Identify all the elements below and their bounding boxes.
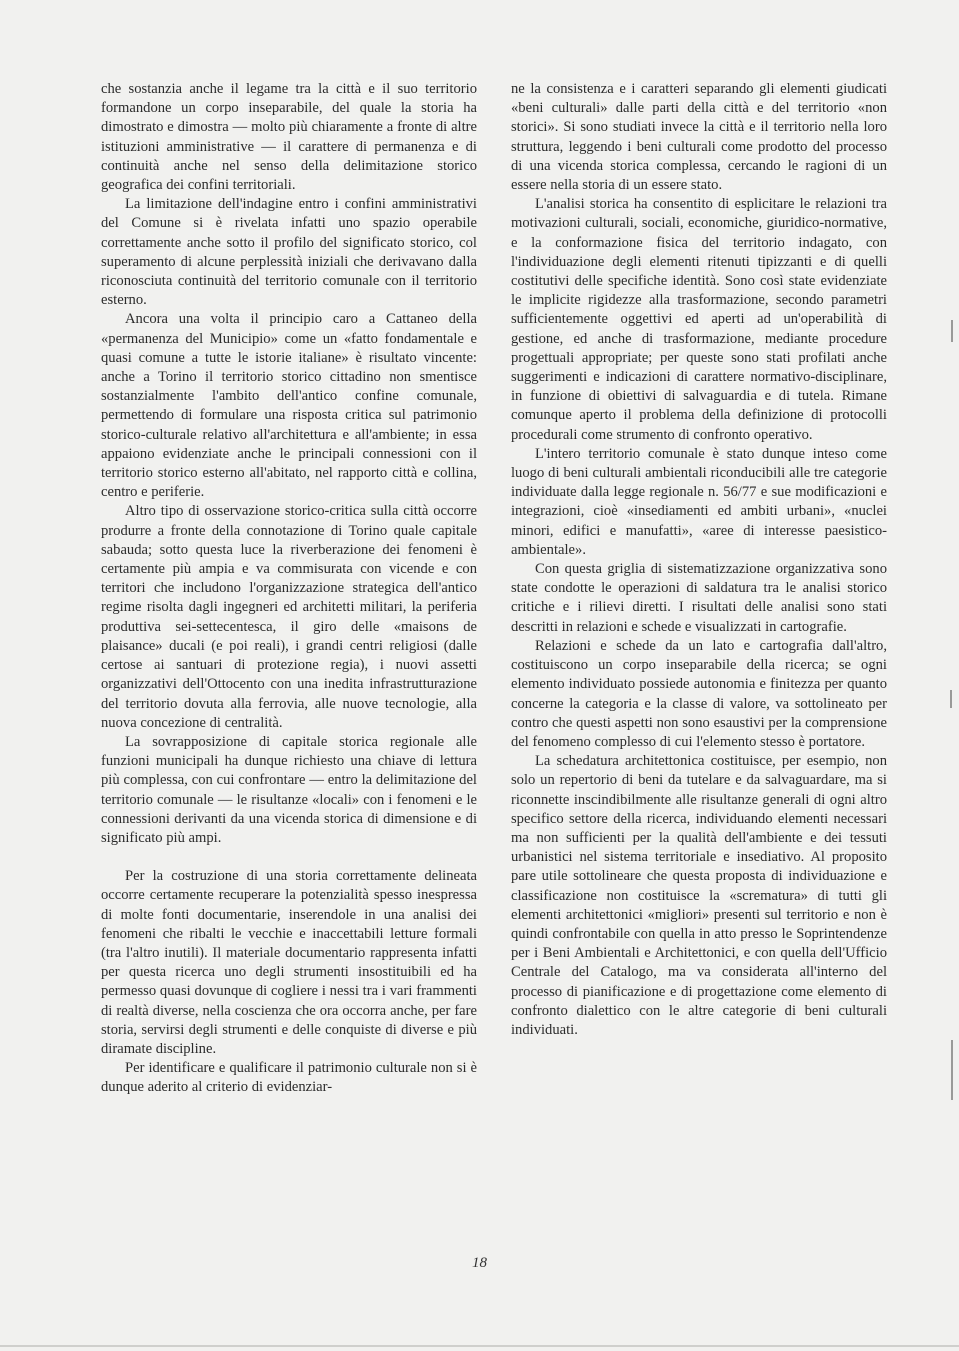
right-paragraph-1: ne la consistenza e i caratteri separando gli elementi giudicati «beni culturali» dalle parti della città e del territorio «non storici». Si sono studiati invece la città e il territorio nella loro struttura, leggendo i beni culturali come prodotto del processo di una vicenda storica complessa, cercando le ragioni di un essere nella storia di un essere stato. bbox=[511, 81, 887, 194]
left-column bbox=[101, 80, 477, 1098]
left-paragraph-6: Per la costruzione di una storia correttamente delineata occorre certamente recuperare la potenzialità spesso inespressa di molte fonti documentarie, inserendole in una analisi dei fenomeni che ribalti le vecchie e inaccettabili letture formali (tra l'altro inutili). Il materiale documentario rappresenta infatti per questa ricerca uno degli strumenti insostituibili ed ha permesso quasi dovunque di cogliere i nessi tra i vari frammenti di realtà diverse, nella coscienza che ora occorra anche, per fare storia, servirsi degli strumenti e delle conquiste di diverse e più diramate discipline. bbox=[101, 868, 477, 1057]
right-paragraph-6: La schedatura architettonica costituisce, per esempio, non solo un repertorio di beni da tutelare e da salvaguardare, ma si riconnette inscindibilmente alle risultanze generali di ogni altro specifico settore della ricerca, individuando elementi necessari ma non sufficienti per la qualità dell'ambiente e dei tessuti urbanistici nel sistema territoriale e insediativo. Al proposito pare utile sottolineare che questa proposta di individuazione e classificazione non costituisce la «scrematura» di tutti gli elementi architettonici «migliori» presenti sul territorio e non è quindi confrontabile con quella in atto presso le Soprintendenze per i Beni Ambientali e Architettonici, e con quella dell'Ufficio Centrale del Catalogo, ma va considerata all'interno del processo di pianificazione e di progettazione come elemento di confronto dialettico con le altre categorie di beni culturali individuati. bbox=[511, 753, 887, 1038]
scan-bottom-edge bbox=[0, 1345, 959, 1347]
right-column bbox=[511, 80, 887, 1040]
scan-edge-mark bbox=[951, 320, 953, 342]
scan-edge-mark bbox=[950, 690, 952, 708]
left-paragraph-7: Per identificare e qualificare il patrimonio culturale non si è dunque aderito al criterio di evidenziar- bbox=[101, 1060, 477, 1096]
right-paragraph-3: L'intero territorio comunale è stato dunque inteso come luogo di beni culturali ambientali riconducibili alle tre categorie individuate dalla legge regionale n. 56/77 e sue modificazioni e integrazioni, cioè «insediamenti ed ambiti urbani», «nuclei minori, edifici e manufatti», «aree di interesse paesistico-ambientale». bbox=[511, 445, 887, 558]
left-paragraph-5: La sovrapposizione di capitale storica regionale alle funzioni municipali ha dunque richiesto una chiave di lettura più complessa, con cui confrontare — entro la delimitazione del territorio comunale — le risultanze «locali» con i fenomeni e le connessioni derivanti da una vicenda storica di dimensione e di significato più ampi. bbox=[101, 733, 477, 846]
right-paragraph-4: Con questa griglia di sistematizzazione organizzativa sono state condotte le operazioni di saldatura tra le analisi storico critiche e i rilievi diretti. I risultati delle analisi sono stati descritti in relazioni e schede e visualizzati in cartografie. bbox=[511, 561, 887, 635]
left-paragraph-3: Ancora una volta il principio caro a Cattaneo della «permanenza del Municipio» come un «fatto fondamentale e quasi comune a tutte le istorie italiane» è risultato vincente: anche a Torino il territorio storico cittadino non smentisce sostanzialmente l'ambito dell'antico confine comunale, permettendo di formulare una risposta critica sul patrimonio storico-culturale relativo all'architettura e all'ambiente; in essa appaiono evidenziate anche le principali connessioni con il territorio storico esterno all'abitato, nel rapporto città e collina, centro e periferie. bbox=[101, 311, 477, 501]
right-paragraph-2: L'analisi storica ha consentito di esplicitare le relazioni tra motivazioni culturali, sociali, economiche, giuridico-normative, e la conformazione fisica del territorio indagato, con l'individuazione degli elementi ritenuti tipizzanti e di quelli costitutivi delle specifiche identità. Sono così state evidenziate le implicite rigidezze alla trasformazione, secondo parametri sufficientemente oggettivi ed aperti ad un'operabilità di gestione, ed anche di trasformazione, mediante procedure progettuali appropriate; per queste sono stati profilati anche suggerimenti e indicazioni di carattere normativo-disciplinare, in funzione di obiettivi di salvaguardia e di tutela. Rimane comunque aperto il problema della definizione di protocolli procedurali come strumento di confronto operativo. bbox=[511, 196, 887, 443]
right-paragraph-5: Relazioni e schede da un lato e cartografia dall'altro, costituiscono un corpo inseparabile della ricerca; se ogni elemento individuato possiede autonomia e finitezza per quanto concerne la categoria e la classe di valore, va sottolineato per contro che questi aspetti non sono esaustivi per la comprensione del fenomeno complesso di cui l'elemento stesso è portatore. bbox=[511, 637, 887, 750]
left-paragraph-4: Altro tipo di osservazione storico-critica sulla città occorre produrre a fronte della connotazione di Torino quale capitale sabauda; sotto questa luce la riverberazione dei fenomeni è certamente più ampia e va commisurata con vicende e con territori che includono l'organizzazione strategica dell'antico regime risolta dagli ingegneri ed architetti militari, la periferia produttiva sei-settecentesca, il giro delle «maisons de plaisance» ducali (e poi reali), i grandi centri religiosi (dalle certose ai santuari di protezione regia), i nuovi assetti organizzativi dell'Ottocento con una inedita infrastrutturazione del territorio dovuta alla ferrovia, alle nuove tecnologie, alla nuova concezione di centralità. bbox=[101, 503, 477, 731]
page-number: 18 bbox=[472, 1255, 487, 1271]
left-paragraph-2: La limitazione dell'indagine entro i confini amministrativi del Comune si è rivelata infatti uno spazio operabile correttamente anche sotto il profilo del significato storico, col superamento di alcune perplessità iniziali che derivavano dalla riconosciuta continuità del territorio comunale con il territorio esterno. bbox=[101, 196, 477, 309]
left-paragraph-1: che sostanzia anche il legame tra la città e il suo territorio formandone un corpo inseparabile, del quale la storia ha dimostrato e dimostra — molto più chiaramente a fronte di altre istituzioni amministrative — il carattere di permanenza e di continuità anche nel senso della delimitazione storico geografica dei confini territoriali. bbox=[101, 81, 477, 194]
scan-edge-mark bbox=[951, 1040, 953, 1100]
